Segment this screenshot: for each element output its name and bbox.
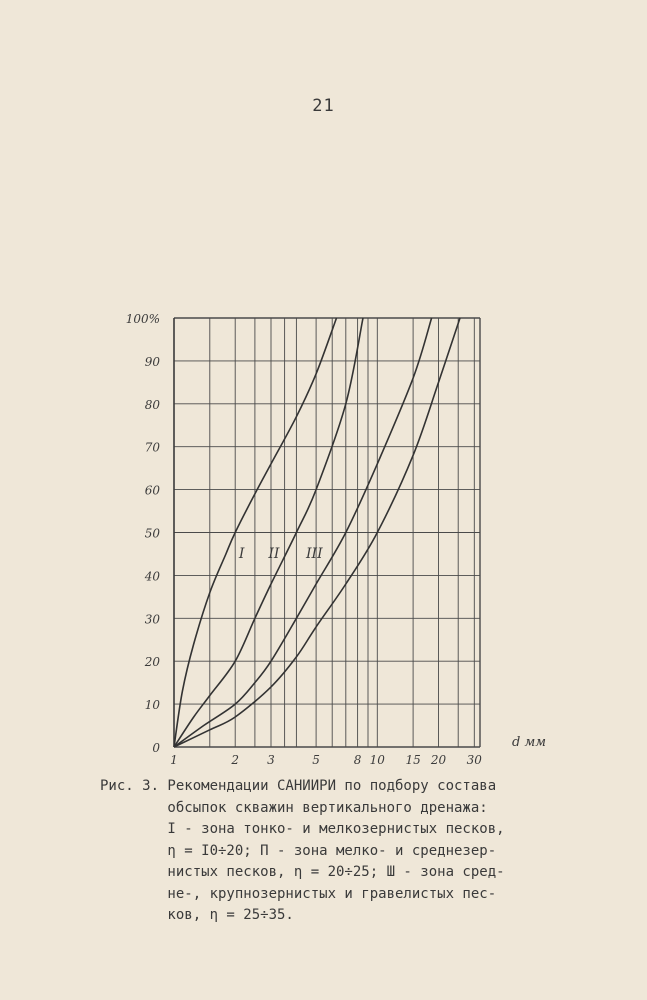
y-tick-label: 0 — [152, 741, 160, 755]
x-tick-label: 2 — [231, 753, 240, 767]
y-tick-label: 90 — [144, 354, 160, 369]
caption-line: η = I0÷20; П - зона мелко- и среднезер- — [100, 842, 497, 859]
curve-label: III — [306, 546, 323, 563]
caption-line: обсыпок скважин вертикального дренажа: — [100, 799, 488, 816]
caption-line: нистых песков, η = 20÷25; Ш - зона сред- — [100, 864, 505, 880]
y-tick-label: 50 — [144, 526, 160, 541]
x-tick-label: 5 — [312, 753, 320, 767]
chart-tick-labels — [126, 312, 483, 767]
x-tick-label: 1 — [170, 753, 178, 767]
caption-line: не-, крупнозернистых и гравелистых пес- — [100, 885, 497, 902]
x-axis-label: d мм — [512, 735, 547, 750]
y-tick-label: 40 — [144, 569, 160, 584]
y-tick-label: 70 — [144, 440, 160, 455]
y-tick-label: 30 — [144, 612, 160, 627]
figure-caption — [100, 776, 530, 927]
x-tick-label: 15 — [405, 753, 421, 767]
caption-line: Рис. 3. Рекомендации САНИИРИ по подбору состава — [100, 778, 497, 794]
caption-line: I - зона тонко- и мелкозернистых песков, — [100, 821, 505, 837]
curve-label: I — [238, 546, 245, 563]
x-tick-label: 20 — [430, 753, 447, 767]
page-number: 21 — [312, 96, 335, 116]
x-tick-label: 30 — [466, 753, 482, 767]
x-tick-label: 10 — [369, 753, 385, 767]
curve-label: II — [268, 546, 280, 563]
y-tick-label: 80 — [144, 397, 160, 412]
y-tick-label: 10 — [144, 698, 160, 713]
x-tick-label: 3 — [267, 753, 275, 767]
x-tick-label: 8 — [353, 753, 362, 767]
caption-line: ков, η = 25÷35. — [100, 907, 294, 923]
chart-curve-labels — [238, 546, 323, 562]
y-tick-label: 60 — [144, 483, 160, 498]
y-tick-label: 100% — [125, 312, 160, 326]
y-tick-label: 20 — [144, 655, 160, 670]
